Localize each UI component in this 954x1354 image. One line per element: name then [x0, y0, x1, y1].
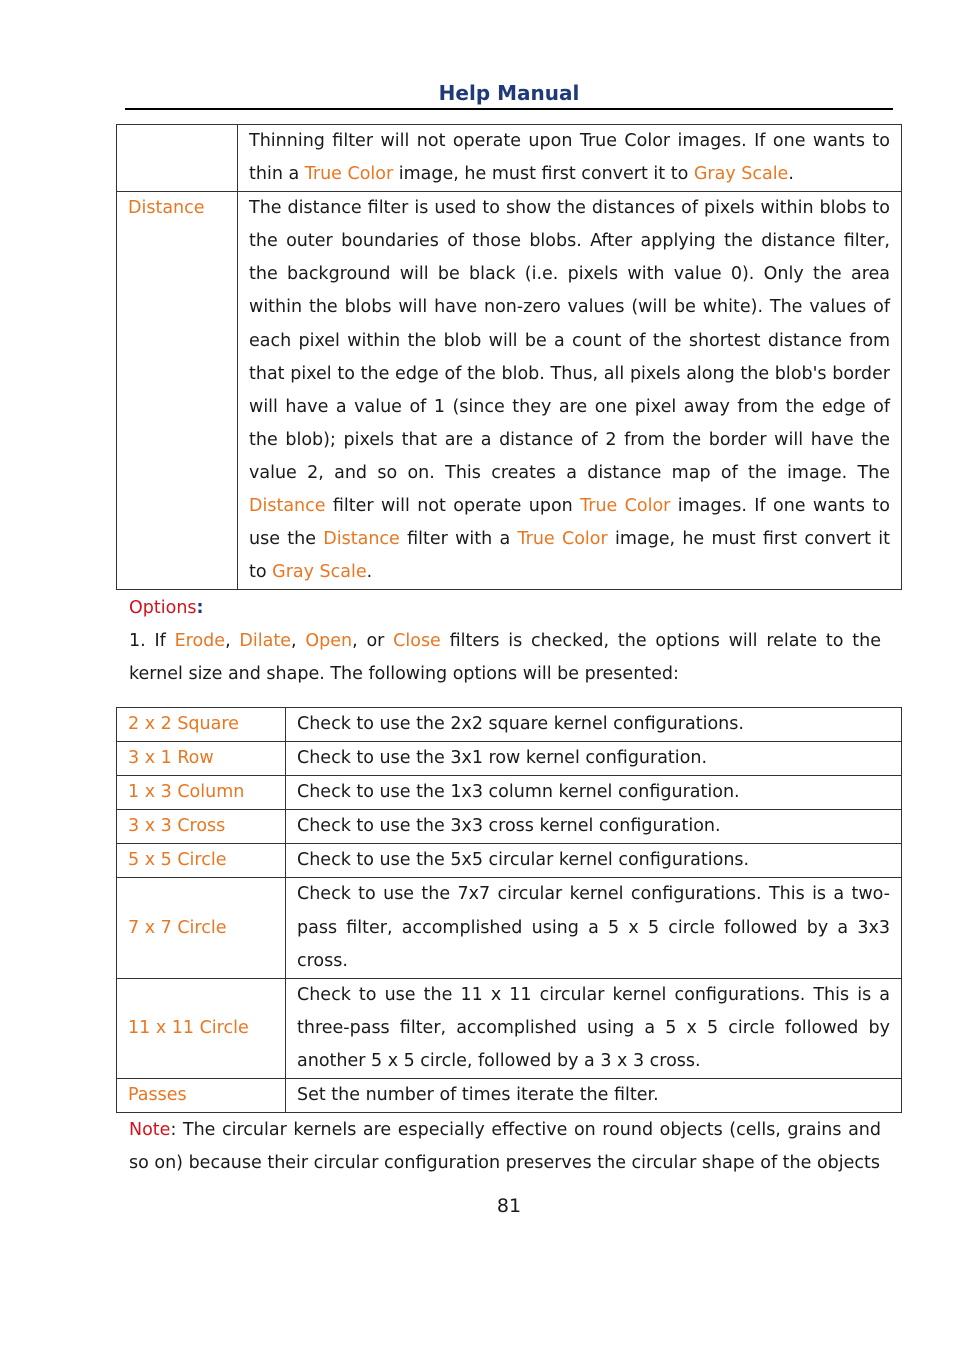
- close-link[interactable]: Close: [393, 631, 441, 652]
- kernel-desc-cell: Check to use the 7x7 circular kernel configurations. This is a two-pass filter, accomplished using a 5 x 5 circle followed by a 3x3 cross.: [286, 878, 902, 978]
- table-row: [117, 810, 902, 844]
- open-link[interactable]: Open: [305, 631, 353, 652]
- filter-description-table: [116, 124, 902, 590]
- text: filters is checked, the options will relate to the kernel size and shape. The following options will be presented:: [129, 631, 881, 685]
- table-row: [117, 708, 902, 742]
- table-row: [117, 844, 902, 878]
- text: Thinning filter will not operate upon True Color images. If one wants to thin a: [249, 131, 890, 185]
- kernel-name-cell: 11 x 11 Circle: [117, 978, 286, 1078]
- text: .: [366, 562, 373, 583]
- page-header-title: Help Manual: [438, 81, 580, 105]
- erode-link[interactable]: Erode: [174, 631, 226, 652]
- page-number: 81: [496, 1195, 522, 1217]
- text: image, he must first convert it to: [249, 529, 890, 583]
- kernel-desc-cell: Check to use the 11 x 11 circular kernel configurations. This is a three-pass filter, accomplished using a 5 x 5 circle followed by another 5 x 5 circle, followed by a 3 x 3 cross.: [286, 978, 902, 1078]
- text: image, he must first convert it to: [393, 164, 694, 185]
- note-text: : The circular kernels are especially effective on round objects (cells, grains and so on) because their circular configuration preserves the circular shape of the objects: [129, 1120, 881, 1174]
- gray-scale-link[interactable]: Gray Scale: [272, 562, 367, 583]
- header-rule: [125, 108, 893, 110]
- kernel-name-cell: 7 x 7 Circle: [117, 878, 286, 978]
- text: ,: [290, 631, 306, 652]
- kernel-name-cell: 3 x 3 Cross: [117, 810, 286, 844]
- dilate-link[interactable]: Dilate: [239, 631, 291, 652]
- text: .: [788, 164, 794, 185]
- options-paragraph: [129, 592, 881, 691]
- table-row: [117, 878, 902, 978]
- text: filter with a: [399, 529, 518, 550]
- kernel-desc-cell: Check to use the 2x2 square kernel configurations.: [286, 708, 902, 742]
- filter-description-cell: [238, 125, 902, 192]
- distance-link[interactable]: Distance: [323, 529, 400, 550]
- kernel-desc-cell: Check to use the 3x3 cross kernel configuration.: [286, 810, 902, 844]
- kernel-name-cell: 2 x 2 Square: [117, 708, 286, 742]
- gray-scale-link[interactable]: Gray Scale: [693, 164, 789, 185]
- true-color-link[interactable]: True Color: [517, 529, 608, 550]
- text: , or: [352, 631, 394, 652]
- table-row: [117, 192, 902, 590]
- options-heading: [129, 592, 881, 625]
- kernel-name-cell: Passes: [117, 1079, 286, 1113]
- distance-link[interactable]: Distance: [249, 496, 326, 517]
- kernel-name-cell: 1 x 3 Column: [117, 776, 286, 810]
- filter-name-cell: [117, 192, 238, 590]
- text: 1. If: [129, 631, 175, 652]
- table-row: [117, 776, 902, 810]
- kernel-desc-cell: Check to use the 1x3 column kernel configuration.: [286, 776, 902, 810]
- filter-name-distance: Distance: [128, 198, 205, 219]
- kernel-desc-cell: Check to use the 5x5 circular kernel configurations.: [286, 844, 902, 878]
- text: ,: [225, 631, 240, 652]
- kernel-desc-cell: Set the number of times iterate the filter.: [286, 1079, 902, 1113]
- options-text: [129, 625, 881, 691]
- true-color-link[interactable]: True Color: [304, 164, 394, 185]
- kernel-desc-cell: Check to use the 3x1 row kernel configuration.: [286, 742, 902, 776]
- table-row: [117, 742, 902, 776]
- options-label: Options: [129, 598, 197, 618]
- options-colon: :: [196, 598, 204, 618]
- text: images. If one wants to use the: [249, 496, 890, 550]
- table-row: [117, 1079, 902, 1113]
- note-paragraph: [129, 1114, 881, 1180]
- kernel-options-table: [116, 707, 902, 1113]
- filter-name-cell: [117, 125, 238, 192]
- kernel-name-cell: 3 x 1 Row: [117, 742, 286, 776]
- table-row: [117, 125, 902, 192]
- note-label: Note: [129, 1120, 171, 1140]
- table-row: [117, 978, 902, 1078]
- text: The distance filter is used to show the distances of pixels within blobs to the outer boundaries of those blobs. After applying the distance filter, the background will be black (i.e. pixels with value 0). Only the area within the blobs will have non-zero values (will be white). The values of each pixel within the blob will be a count of the shortest distance from that pixel to the edge of the blob. Thus, all pixels along the blob's border will have a value of 1 (since they are one pixel away from the edge of the blob); pixels that are a distance of 2 from the border will have the value 2, and so on. This creates a distance map of the image. The: [249, 198, 890, 483]
- kernel-name-cell: 5 x 5 Circle: [117, 844, 286, 878]
- filter-description-cell: [238, 192, 902, 590]
- true-color-link[interactable]: True Color: [580, 496, 671, 517]
- text: filter will not operate upon: [325, 496, 581, 517]
